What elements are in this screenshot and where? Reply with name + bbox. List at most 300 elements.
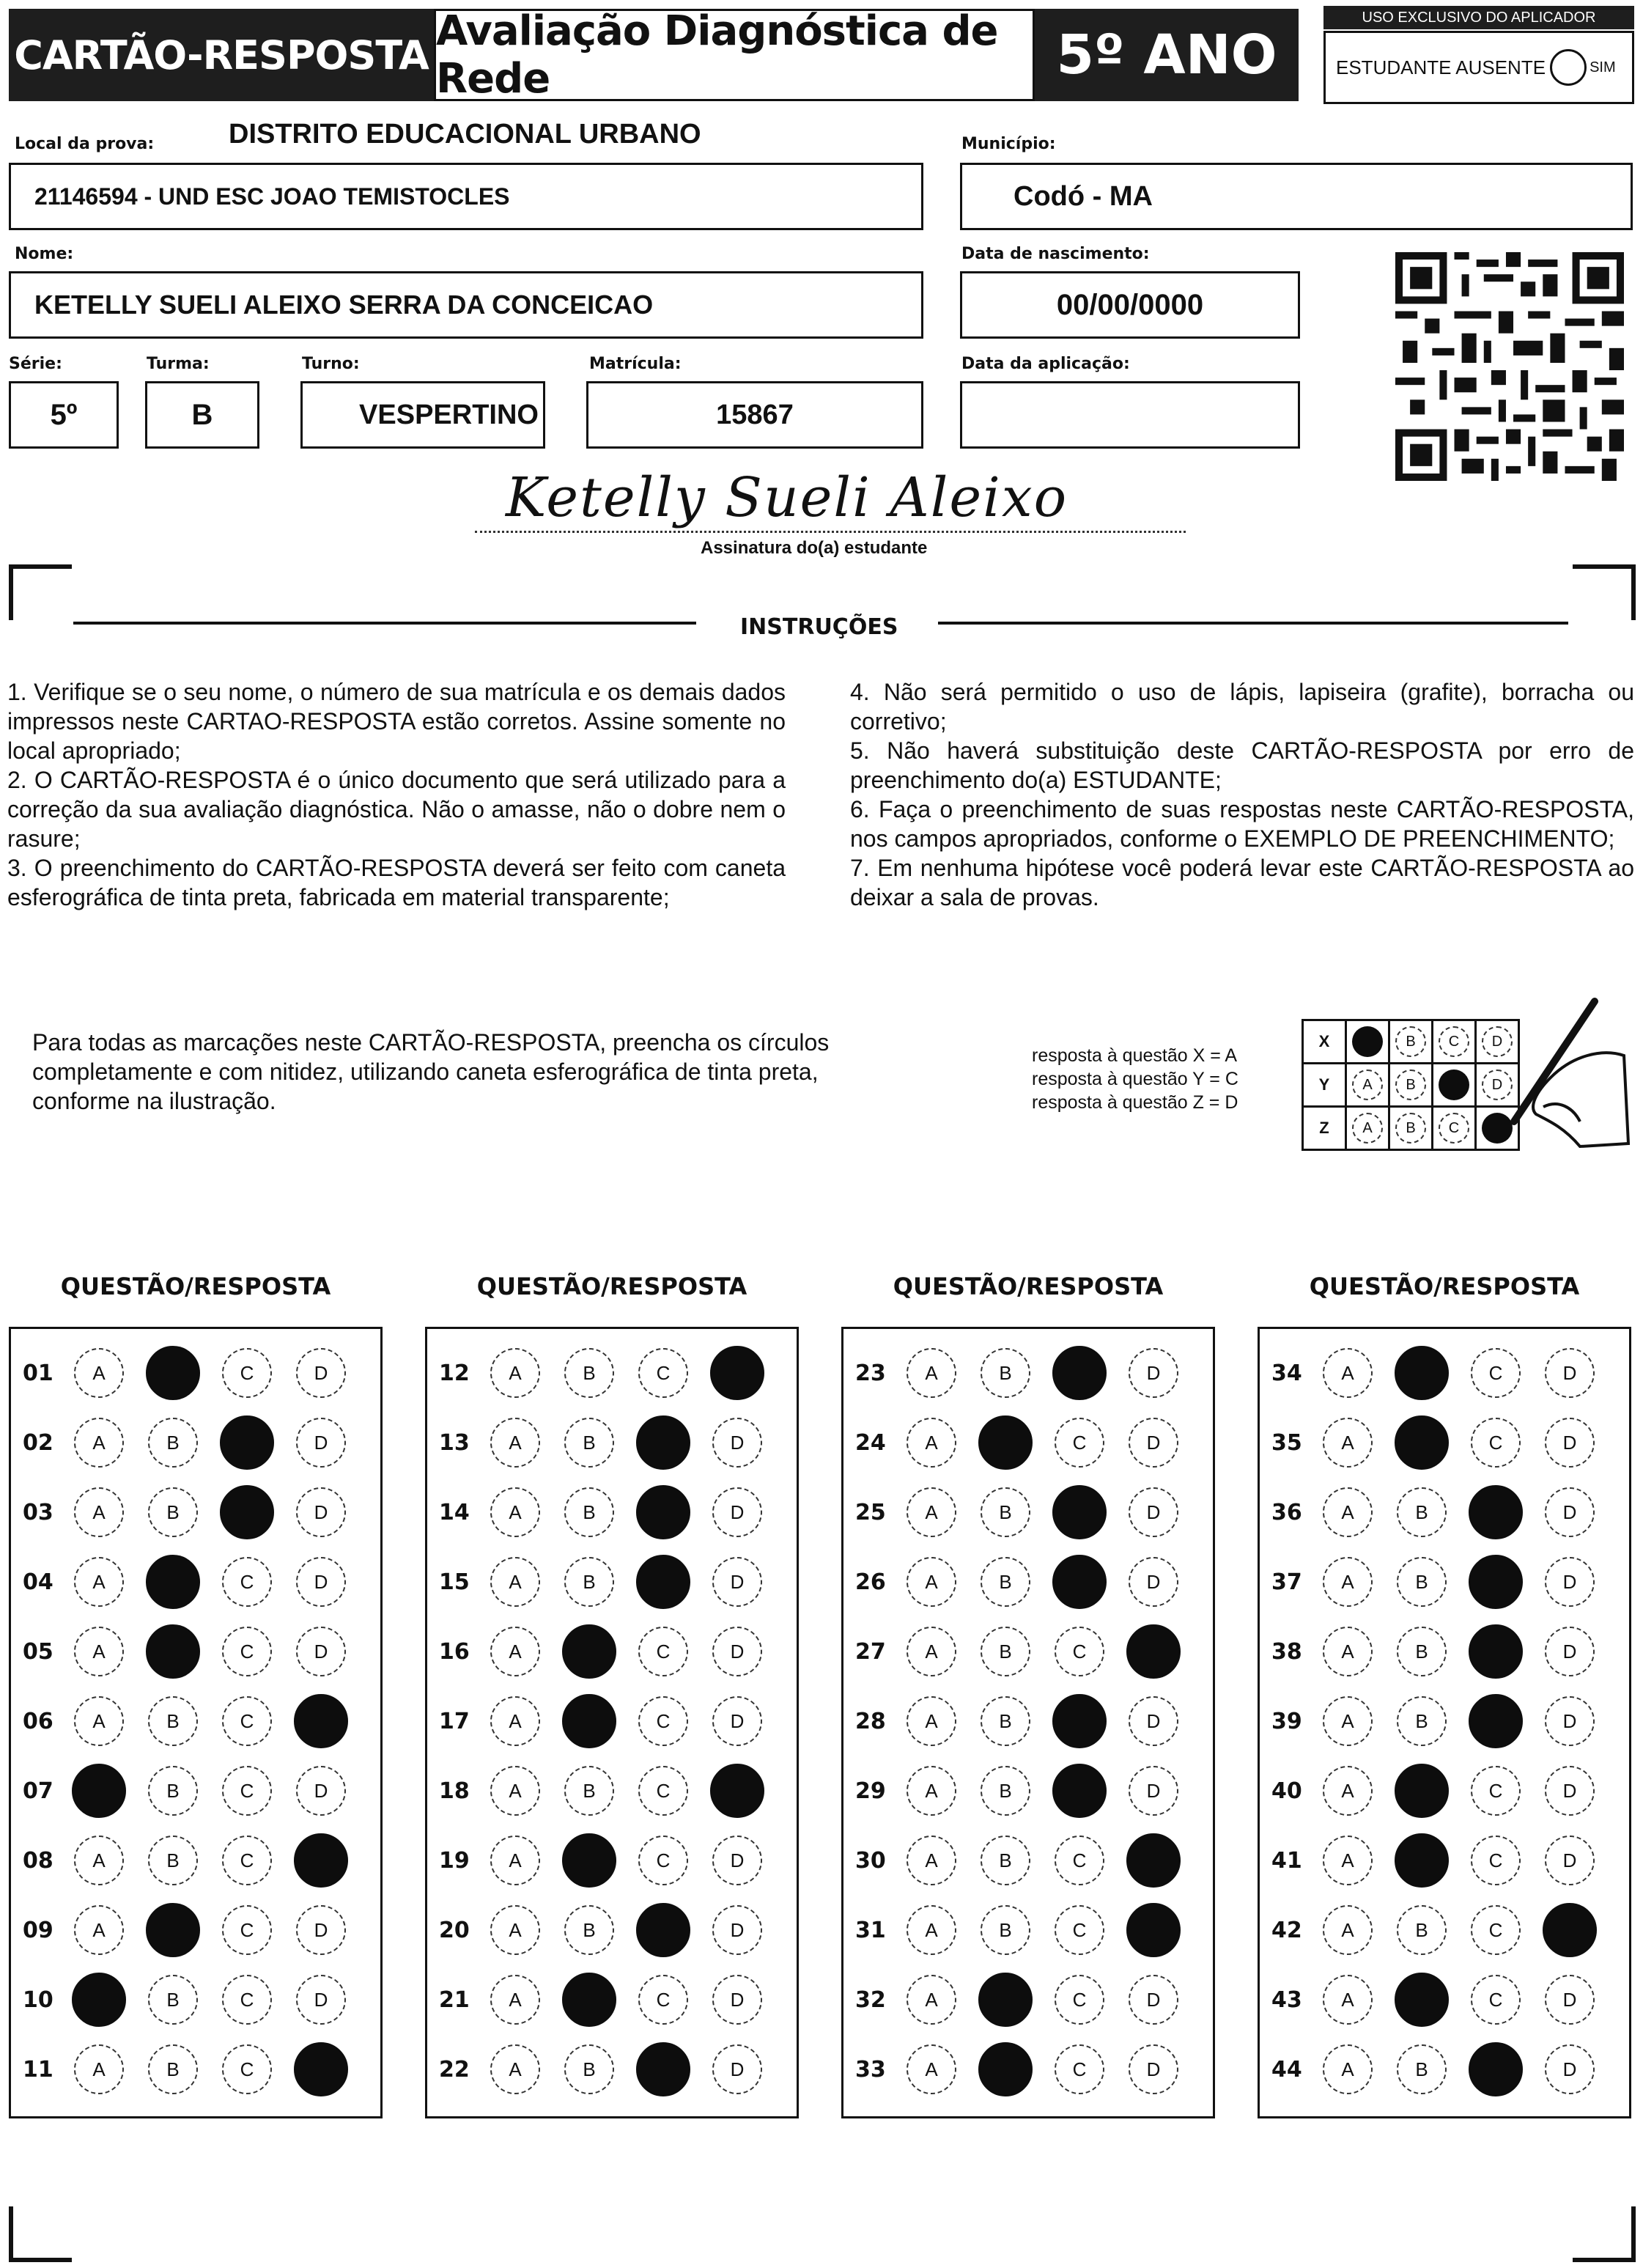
answer-bubble-b[interactable]: [978, 1415, 1033, 1470]
answer-bubble-c[interactable]: C: [1471, 1836, 1521, 1885]
school-value: 21146594 - UND ESC JOAO TEMISTOCLES: [34, 183, 510, 210]
question-number: 02: [23, 1429, 53, 1456]
answer-bubble-b[interactable]: B: [564, 1348, 614, 1398]
answer-bubble-c[interactable]: [636, 2042, 690, 2096]
question-row: [427, 1616, 797, 1687]
answer-bubble-c[interactable]: [636, 1555, 690, 1609]
answer-bubble-a[interactable]: [72, 1764, 126, 1818]
question-row: [427, 1338, 797, 1408]
serie-label: Série:: [9, 355, 62, 373]
answer-bubble-d[interactable]: [294, 2042, 348, 2096]
corner-mark-bottom-left: [9, 2206, 72, 2262]
answer-bubble-d[interactable]: [1543, 1903, 1597, 1957]
example-bubble-a: [1352, 1026, 1383, 1057]
example-table: [1302, 1019, 1520, 1151]
question-row: [843, 1616, 1213, 1687]
answer-bubble-b[interactable]: B: [148, 1418, 198, 1468]
municipio-label: Município:: [961, 135, 1056, 153]
answer-bubble-d[interactable]: [1126, 1624, 1181, 1679]
answer-bubble-d[interactable]: D: [712, 1627, 762, 1676]
answer-bubble-c[interactable]: C: [222, 1905, 272, 1955]
instructions-rule-right: [938, 622, 1568, 625]
answer-bubble-d[interactable]: [294, 1833, 348, 1888]
question-column-header: QUESTÃO/RESPOSTA: [1309, 1273, 1580, 1300]
answer-bubble-c[interactable]: [1469, 1485, 1523, 1539]
answer-bubble-a[interactable]: A: [490, 2044, 540, 2094]
answer-bubble-d[interactable]: D: [712, 2044, 762, 2094]
answer-bubble-a[interactable]: A: [490, 1348, 540, 1398]
question-row: [1260, 1338, 1629, 1408]
answer-bubble-a[interactable]: A: [490, 1905, 540, 1955]
answer-bubble-a[interactable]: [72, 1973, 126, 2027]
answer-bubble-b[interactable]: B: [1397, 1557, 1447, 1607]
answer-bubble-b[interactable]: [146, 1555, 200, 1609]
example-cell: [1346, 1107, 1389, 1150]
answer-bubble-b[interactable]: B: [1397, 1627, 1447, 1676]
answer-bubble-c[interactable]: [220, 1415, 274, 1470]
answer-bubble-c[interactable]: C: [1471, 1975, 1521, 2025]
instructions-title: INSTRUÇÕES: [740, 614, 898, 640]
answer-bubble-b[interactable]: B: [148, 1487, 198, 1537]
question-row: [843, 1686, 1213, 1756]
answer-bubble-a[interactable]: A: [907, 1836, 956, 1885]
answer-bubble-c[interactable]: C: [222, 1348, 272, 1398]
answer-bubble-a[interactable]: A: [74, 1348, 124, 1398]
answer-bubble-a[interactable]: A: [907, 1627, 956, 1676]
question-row: [843, 1338, 1213, 1408]
answer-bubble-a[interactable]: A: [1323, 1766, 1373, 1816]
question-number: 29: [855, 1778, 886, 1804]
answer-bubble-c[interactable]: [1052, 1764, 1107, 1818]
question-row: [843, 1965, 1213, 2035]
question-row: [427, 1895, 797, 1965]
answer-bubble-c[interactable]: [1469, 1694, 1523, 1748]
applicator-box: [1323, 6, 1634, 104]
signature-line: [475, 531, 1186, 533]
answer-bubble-d[interactable]: D: [1129, 1696, 1178, 1746]
answer-bubble-d[interactable]: D: [1129, 1557, 1178, 1607]
answer-bubble-c[interactable]: [1052, 1346, 1107, 1400]
answer-bubble-d[interactable]: D: [1129, 1418, 1178, 1468]
answer-bubble-a[interactable]: A: [907, 1975, 956, 2025]
answer-bubble-b[interactable]: [562, 1624, 616, 1679]
answer-bubble-c[interactable]: C: [638, 1766, 688, 1816]
answer-bubble-d[interactable]: D: [296, 1975, 346, 2025]
answer-bubble-a[interactable]: A: [74, 1557, 124, 1607]
answer-bubble-d[interactable]: D: [1129, 1766, 1178, 1816]
question-column-header: QUESTÃO/RESPOSTA: [893, 1273, 1164, 1300]
corner-mark-top-right: [1573, 564, 1636, 620]
question-row: [11, 1547, 380, 1617]
question-row: [1260, 1616, 1629, 1687]
question-number: 30: [855, 1847, 886, 1874]
answer-bubble-b[interactable]: B: [148, 1696, 198, 1746]
question-number: 44: [1271, 2056, 1302, 2083]
answer-bubble-a[interactable]: A: [1323, 1627, 1373, 1676]
question-row: [843, 1547, 1213, 1617]
answer-bubble-a[interactable]: A: [490, 1487, 540, 1537]
question-row: [427, 1965, 797, 2035]
answer-bubble-a[interactable]: A: [1323, 2044, 1373, 2094]
question-row: [1260, 1477, 1629, 1547]
example-cell: [1389, 1107, 1433, 1150]
answer-panel: [9, 1327, 383, 2118]
answer-bubble-b[interactable]: B: [148, 2044, 198, 2094]
answer-bubble-d[interactable]: D: [296, 1557, 346, 1607]
answer-bubble-c[interactable]: [636, 1903, 690, 1957]
answer-bubble-c[interactable]: [636, 1415, 690, 1470]
example-bubble-d: D: [1482, 1069, 1513, 1100]
answer-bubble-d[interactable]: [710, 1764, 764, 1818]
answer-bubble-a[interactable]: A: [1323, 1975, 1373, 2025]
answer-bubble-d[interactable]: D: [296, 1418, 346, 1468]
question-number: 23: [855, 1360, 886, 1386]
example-bubble-b: B: [1395, 1069, 1426, 1100]
question-number: 13: [439, 1429, 470, 1456]
answer-bubble-b[interactable]: [562, 1973, 616, 2027]
answer-bubble-b[interactable]: [146, 1624, 200, 1679]
aplicacao-label: Data da aplicação:: [961, 355, 1130, 373]
question-number: 12: [439, 1360, 470, 1386]
answer-bubble-a[interactable]: A: [490, 1696, 540, 1746]
answer-bubble-c[interactable]: C: [222, 1766, 272, 1816]
example-cell: [1389, 1020, 1433, 1064]
answer-bubble-c[interactable]: C: [1471, 1418, 1521, 1468]
question-row: [11, 2034, 380, 2105]
answer-bubble-a[interactable]: A: [1323, 1836, 1373, 1885]
answer-bubble-a[interactable]: A: [74, 1696, 124, 1746]
answer-bubble-b[interactable]: B: [981, 1487, 1030, 1537]
answer-bubble-b[interactable]: [562, 1694, 616, 1748]
answer-bubble-c[interactable]: C: [1055, 1975, 1104, 2025]
example-legend-z: resposta à questão Z = D: [1032, 1092, 1238, 1113]
answer-bubble-c[interactable]: C: [638, 1348, 688, 1398]
example-legend-y: resposta à questão Y = C: [1032, 1069, 1238, 1089]
answer-bubble-a[interactable]: A: [907, 1905, 956, 1955]
answer-bubble-d[interactable]: D: [1129, 2044, 1178, 2094]
question-number: 03: [23, 1499, 53, 1525]
answer-bubble-d[interactable]: [1126, 1833, 1181, 1888]
example-bubble-c: C: [1439, 1113, 1469, 1144]
answer-bubble-b[interactable]: B: [564, 1418, 614, 1468]
answer-bubble-a[interactable]: A: [74, 1836, 124, 1885]
question-column-header: QUESTÃO/RESPOSTA: [60, 1273, 331, 1300]
answer-bubble-c[interactable]: [636, 1485, 690, 1539]
example-row-label: Z: [1303, 1107, 1346, 1150]
answer-bubble-b[interactable]: [562, 1833, 616, 1888]
answer-bubble-b[interactable]: B: [1397, 1905, 1447, 1955]
example-row: [1303, 1107, 1519, 1150]
answer-bubble-b[interactable]: [1395, 1346, 1449, 1400]
question-row: [1260, 2034, 1629, 2105]
qr-code-icon: [1395, 252, 1624, 481]
answer-bubble-c[interactable]: C: [1471, 1766, 1521, 1816]
answer-bubble-c[interactable]: C: [222, 1627, 272, 1676]
answer-bubble-d[interactable]: D: [712, 1836, 762, 1885]
answer-bubble-a[interactable]: A: [74, 1418, 124, 1468]
answer-bubble-d[interactable]: D: [1129, 1975, 1178, 2025]
answer-bubble-b[interactable]: B: [1397, 2044, 1447, 2094]
answer-bubble-a[interactable]: A: [907, 1766, 956, 1816]
question-row: [11, 1616, 380, 1687]
answer-bubble-d[interactable]: D: [1545, 1836, 1595, 1885]
answer-bubble-c[interactable]: C: [638, 1975, 688, 2025]
serie-field: [9, 381, 119, 449]
answer-bubble-d[interactable]: D: [1545, 1348, 1595, 1398]
question-number: 18: [439, 1778, 470, 1804]
answer-bubble-b[interactable]: B: [564, 1557, 614, 1607]
example-cell: [1346, 1020, 1389, 1064]
answer-bubble-c[interactable]: C: [1471, 1905, 1521, 1955]
answer-bubble-a[interactable]: A: [490, 1557, 540, 1607]
answer-bubble-d[interactable]: D: [1129, 1348, 1178, 1398]
nascimento-field: [960, 271, 1300, 339]
answer-bubble-d[interactable]: D: [712, 1557, 762, 1607]
answer-bubble-a[interactable]: A: [1323, 1557, 1373, 1607]
answer-bubble-d[interactable]: D: [1545, 1766, 1595, 1816]
answer-bubble-c[interactable]: [1052, 1694, 1107, 1748]
answer-bubble-d[interactable]: D: [296, 1905, 346, 1955]
answer-bubble-b[interactable]: B: [564, 2044, 614, 2094]
answer-bubble-a[interactable]: A: [1323, 1418, 1373, 1468]
question-row: [843, 1895, 1213, 1965]
answer-bubble-d[interactable]: [294, 1694, 348, 1748]
question-row: [1260, 1895, 1629, 1965]
question-row: [11, 1477, 380, 1547]
turma-value: B: [191, 398, 213, 431]
question-row: [427, 1686, 797, 1756]
answer-bubble-c[interactable]: C: [222, 2044, 272, 2094]
answer-bubble-b[interactable]: [146, 1346, 200, 1400]
matricula-label: Matrícula:: [589, 355, 682, 373]
example-bubble-b: B: [1395, 1113, 1426, 1144]
answer-bubble-a[interactable]: A: [907, 1348, 956, 1398]
answer-bubble-a[interactable]: A: [1323, 1487, 1373, 1537]
answer-bubble-b[interactable]: [1395, 1764, 1449, 1818]
answer-bubble-b[interactable]: [1395, 1833, 1449, 1888]
answer-bubble-c[interactable]: C: [638, 1836, 688, 1885]
answer-bubble-b[interactable]: B: [981, 1836, 1030, 1885]
question-row: [843, 1825, 1213, 1896]
answer-bubble-a[interactable]: A: [74, 1905, 124, 1955]
question-number: 17: [439, 1708, 470, 1734]
answer-bubble-c[interactable]: C: [222, 1836, 272, 1885]
answer-bubble-c[interactable]: C: [638, 1696, 688, 1746]
matricula-field: [586, 381, 923, 449]
question-number: 38: [1271, 1638, 1302, 1665]
district-name: DISTRITO EDUCACIONAL URBANO: [229, 119, 701, 150]
question-number: 14: [439, 1499, 470, 1525]
answer-bubble-c[interactable]: C: [1055, 2044, 1104, 2094]
example-cell: [1346, 1064, 1389, 1107]
exam-title: Avaliação Diagnóstica de Rede: [434, 9, 1035, 101]
answer-bubble-b[interactable]: B: [1397, 1487, 1447, 1537]
answer-bubble-d[interactable]: D: [1545, 1975, 1595, 2025]
answer-bubble-a[interactable]: A: [907, 1487, 956, 1537]
turno-value: VESPERTINO: [359, 399, 539, 430]
example-legend-x: resposta à questão X = A: [1032, 1045, 1238, 1066]
question-number: 28: [855, 1708, 886, 1734]
turno-field: [300, 381, 545, 449]
answer-bubble-c[interactable]: C: [222, 1975, 272, 2025]
answer-bubble-d[interactable]: D: [1545, 2044, 1595, 2094]
answer-bubble-d[interactable]: D: [712, 1418, 762, 1468]
answer-bubble-a[interactable]: A: [1323, 1348, 1373, 1398]
question-number: 43: [1271, 1987, 1302, 2013]
answer-bubble-b[interactable]: [1395, 1415, 1449, 1470]
answer-bubble-c[interactable]: [1469, 1555, 1523, 1609]
answer-bubble-d[interactable]: D: [712, 1975, 762, 2025]
answer-bubble-b[interactable]: B: [148, 1766, 198, 1816]
answer-bubble-c[interactable]: [1469, 1624, 1523, 1679]
answer-bubble-d[interactable]: D: [1545, 1557, 1595, 1607]
answer-bubble-d[interactable]: D: [296, 1348, 346, 1398]
nome-value: KETELLY SUELI ALEIXO SERRA DA CONCEICAO: [34, 290, 654, 320]
answer-bubble-c[interactable]: C: [222, 1557, 272, 1607]
question-number: 39: [1271, 1708, 1302, 1734]
question-number: 11: [23, 2056, 53, 2083]
fill-note: Para todas as marcações neste CARTÃO-RESPOSTA, preencha os círculos completamente e com nitidez, utilizando caneta esferográfica de tinta preta, conforme na ilustração.: [32, 1029, 830, 1114]
answer-bubble-b[interactable]: [146, 1903, 200, 1957]
answer-bubble-c[interactable]: [1052, 1555, 1107, 1609]
example-bubble-c: [1439, 1069, 1469, 1100]
question-row: [843, 1407, 1213, 1478]
question-row: [1260, 1825, 1629, 1896]
answer-bubble-a[interactable]: A: [490, 1766, 540, 1816]
question-row: [843, 1756, 1213, 1826]
answer-bubble-d[interactable]: D: [1545, 1418, 1595, 1468]
card-title: CARTÃO-RESPOSTA: [9, 9, 434, 101]
instructions-left: 1. Verifique se o seu nome, o número de sua matrícula e os demais dados impressos neste CARTAO-RESPOSTA estão corretos. Assine somente no local apropriado; 2. O CARTÃO-RESPOSTA é o único documento que será utilizado para a correção da sua avaliação diagnóstica. Não o amasse, não o dobre nem o rasure; 3. O preenchimento do CARTÃO-RESPOSTA deverá ser feito com caneta esferográfica de tinta preta, fabricada em material transparente;: [7, 679, 786, 910]
question-number: 27: [855, 1638, 886, 1665]
question-row: [427, 1407, 797, 1478]
answer-bubble-c[interactable]: C: [1055, 1627, 1104, 1676]
answer-bubble-d[interactable]: D: [712, 1696, 762, 1746]
answer-bubble-d[interactable]: D: [1129, 1487, 1178, 1537]
absent-box: [1323, 31, 1634, 104]
question-row: [427, 1477, 797, 1547]
example-cell: [1389, 1064, 1433, 1107]
answer-bubble-c[interactable]: C: [1471, 1348, 1521, 1398]
example-legend: [1032, 1044, 1238, 1114]
signature: Ketelly Sueli Aleixo: [506, 466, 1068, 529]
question-number: 40: [1271, 1778, 1302, 1804]
answer-bubble-b[interactable]: B: [981, 1627, 1030, 1676]
answer-bubble-a[interactable]: A: [490, 1975, 540, 2025]
answer-bubble-c[interactable]: C: [1055, 1418, 1104, 1468]
grade-title: 5º ANO: [1035, 9, 1299, 101]
example-cell: [1433, 1020, 1476, 1064]
answer-bubble-b[interactable]: B: [148, 1975, 198, 2025]
aplicacao-field[interactable]: [960, 381, 1300, 449]
answer-bubble-d[interactable]: D: [1545, 1487, 1595, 1537]
question-row: [11, 1895, 380, 1965]
question-row: [11, 1825, 380, 1896]
corner-mark-top-left: [9, 564, 72, 620]
answer-bubble-b[interactable]: B: [148, 1836, 198, 1885]
corner-mark-bottom-right: [1573, 2206, 1636, 2262]
answer-bubble-b[interactable]: B: [981, 1696, 1030, 1746]
answer-bubble-d[interactable]: D: [1545, 1627, 1595, 1676]
answer-bubble-d[interactable]: D: [712, 1487, 762, 1537]
answer-bubble-a[interactable]: A: [490, 1836, 540, 1885]
answer-bubble-d[interactable]: D: [296, 1627, 346, 1676]
answer-bubble-a[interactable]: A: [907, 1557, 956, 1607]
answer-bubble-a[interactable]: A: [907, 1418, 956, 1468]
answer-bubble-b[interactable]: B: [564, 1766, 614, 1816]
question-number: 08: [23, 1847, 53, 1874]
question-number: 35: [1271, 1429, 1302, 1456]
instructions-right: 4. Não será permitido o uso de lápis, lapiseira (grafite), borracha ou corretivo; 5. Não haverá substituição deste CARTÃO-RESPOSTA por erro de preenchimento do(a) ESTUDANTE; 6. Faça o preenchimento de suas respostas neste CARTÃO-RESPOSTA, nos campos apropriados, conforme o EXEMPLO DE PREENCHIMENTO; 7. Em nenhuma hipótese você poderá levar este CARTÃO-RESPOSTA ao deixar a sala de provas.: [850, 679, 1634, 910]
answer-bubble-c[interactable]: C: [222, 1696, 272, 1746]
answer-bubble-c[interactable]: [1469, 2042, 1523, 2096]
answer-bubble-a[interactable]: A: [1323, 1696, 1373, 1746]
question-row: [427, 1547, 797, 1617]
answer-bubble-d[interactable]: [1126, 1903, 1181, 1957]
answer-bubble-b[interactable]: B: [564, 1487, 614, 1537]
answer-bubble-b[interactable]: B: [564, 1905, 614, 1955]
absent-checkbox[interactable]: [1550, 49, 1587, 86]
answer-bubble-b[interactable]: B: [981, 1766, 1030, 1816]
answer-bubble-a[interactable]: A: [1323, 1905, 1373, 1955]
question-number: 21: [439, 1987, 470, 2013]
question-number: 31: [855, 1917, 886, 1943]
nascimento-label: Data de nascimento:: [961, 245, 1150, 263]
turma-field: [145, 381, 259, 449]
answer-bubble-a[interactable]: A: [74, 1487, 124, 1537]
applicator-title: USO EXCLUSIVO DO APLICADOR: [1323, 6, 1634, 29]
question-number: 33: [855, 2056, 886, 2083]
answer-bubble-a[interactable]: A: [907, 2044, 956, 2094]
answer-bubble-c[interactable]: C: [638, 1627, 688, 1676]
question-number: 05: [23, 1638, 53, 1665]
answer-bubble-c[interactable]: C: [1055, 1836, 1104, 1885]
answer-bubble-a[interactable]: A: [74, 1627, 124, 1676]
answer-bubble-a[interactable]: A: [907, 1696, 956, 1746]
question-row: [11, 1407, 380, 1478]
answer-bubble-d[interactable]: [710, 1346, 764, 1400]
example-row: [1303, 1020, 1519, 1064]
example-bubble-a: A: [1352, 1113, 1383, 1144]
matricula-value: 15867: [716, 399, 794, 430]
answer-bubble-d[interactable]: D: [296, 1766, 346, 1816]
answer-bubble-c[interactable]: [220, 1485, 274, 1539]
question-number: 04: [23, 1569, 53, 1595]
example-row: [1303, 1064, 1519, 1107]
answer-bubble-d[interactable]: D: [1545, 1696, 1595, 1746]
answer-bubble-d[interactable]: D: [296, 1487, 346, 1537]
answer-bubble-b[interactable]: B: [981, 1905, 1030, 1955]
answer-bubble-a[interactable]: A: [74, 2044, 124, 2094]
question-number: 09: [23, 1917, 53, 1943]
question-number: 20: [439, 1917, 470, 1943]
answer-bubble-c[interactable]: C: [1055, 1905, 1104, 1955]
answer-bubble-b[interactable]: B: [1397, 1696, 1447, 1746]
answer-bubble-b[interactable]: B: [981, 1348, 1030, 1398]
question-row: [1260, 1686, 1629, 1756]
answer-bubble-a[interactable]: A: [490, 1627, 540, 1676]
answer-bubble-b[interactable]: B: [981, 1557, 1030, 1607]
answer-bubble-b[interactable]: [1395, 1973, 1449, 2027]
answer-bubble-c[interactable]: [1052, 1485, 1107, 1539]
serie-value: 5º: [50, 398, 78, 431]
answer-bubble-d[interactable]: D: [712, 1905, 762, 1955]
question-column-header: QUESTÃO/RESPOSTA: [476, 1273, 747, 1300]
question-row: [843, 1477, 1213, 1547]
answer-bubble-a[interactable]: A: [490, 1418, 540, 1468]
answer-bubble-b[interactable]: [978, 2042, 1033, 2096]
answer-bubble-b[interactable]: [978, 1973, 1033, 2027]
